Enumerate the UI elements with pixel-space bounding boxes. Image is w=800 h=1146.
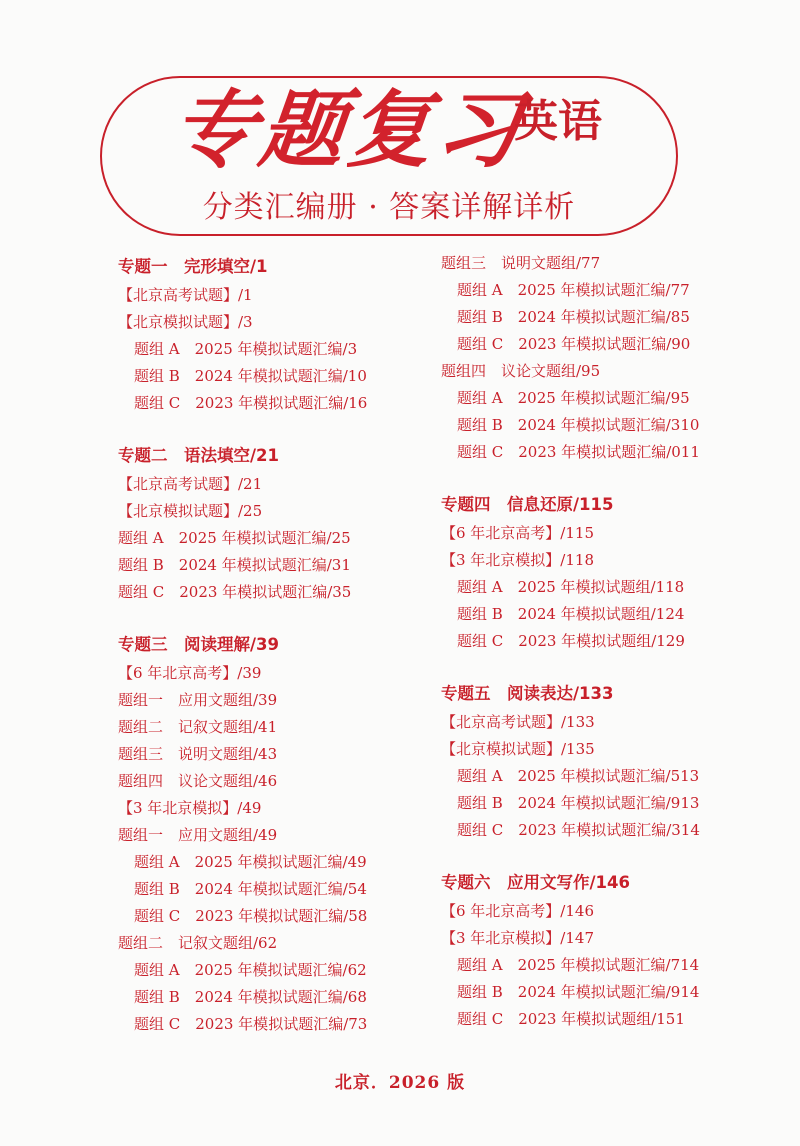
contents-entry: 题组 B 2024 年模拟试题汇编/85 <box>457 308 690 326</box>
contents-entry: 题组一 应用文题组/39 <box>118 691 278 709</box>
contents-entry: 题组 C 2023 年模拟试题汇编/73 <box>134 1015 368 1033</box>
contents-entry: 【北京高考试题】/1 <box>118 286 253 304</box>
subtitle: 分类汇编册 · 答案详解详析 <box>202 190 576 225</box>
contents-column-right <box>441 250 771 1033</box>
contents-entry: 题组 A 2025 年模拟试题汇编/25 <box>118 529 351 547</box>
contents-entry: 题组三 说明文题组/77 <box>441 254 601 272</box>
topic-heading: 专题五 阅读表达/133 <box>441 684 614 703</box>
contents-entry: 【3 年北京模拟】/147 <box>441 929 594 947</box>
contents-entry: 题组四 议论文题组/95 <box>441 362 601 380</box>
contents-entry: 【北京模拟试题】/135 <box>441 740 595 758</box>
contents-entry: 题组二 记叙文题组/41 <box>118 718 278 736</box>
contents-entry: 题组 B 2024 年模拟试题组/124 <box>457 605 685 623</box>
contents-entry: 题组 B 2024 年模拟试题汇编/913 <box>457 794 700 812</box>
contents-entry: 题组 C 2023 年模拟试题汇编/58 <box>134 907 368 925</box>
subject-title: 英语 <box>514 96 602 147</box>
contents-entry: 题组 A 2025 年模拟试题汇编/513 <box>457 767 700 785</box>
contents-entry: 【北京模拟试题】/25 <box>118 502 263 520</box>
contents-entry: 题组 A 2025 年模拟试题组/118 <box>457 578 685 596</box>
contents-entry: 【3 年北京模拟】/118 <box>441 551 594 569</box>
contents-entry: 题组 B 2024 年模拟试题汇编/31 <box>118 556 351 574</box>
contents-entry: 【北京高考试题】/133 <box>441 713 595 731</box>
topic-heading: 专题六 应用文写作/146 <box>441 873 630 892</box>
contents-entry: 题组一 应用文题组/49 <box>118 826 278 844</box>
topic-heading: 专题四 信息还原/115 <box>441 495 614 514</box>
contents-entry: 题组四 议论文题组/46 <box>118 772 278 790</box>
contents-entry: 【3 年北京模拟】/49 <box>118 799 262 817</box>
contents-entry: 题组 C 2023 年模拟试题汇编/90 <box>457 335 691 353</box>
contents-entry: 题组 C 2023 年模拟试题组/151 <box>457 1010 685 1028</box>
contents-entry: 题组二 记叙文题组/62 <box>118 934 278 952</box>
contents-entry: 题组 A 2025 年模拟试题汇编/49 <box>134 853 367 871</box>
contents-entry: 题组 B 2024 年模拟试题汇编/310 <box>457 416 700 434</box>
contents-entry: 题组 C 2023 年模拟试题组/129 <box>457 632 685 650</box>
contents-entry: 【北京高考试题】/21 <box>118 475 263 493</box>
topic-heading: 专题二 语法填空/21 <box>118 446 279 465</box>
contents-entry: 题组 B 2024 年模拟试题汇编/68 <box>134 988 367 1006</box>
topic-heading: 专题一 完形填空/1 <box>118 257 268 276</box>
contents-entry: 题组 C 2023 年模拟试题汇编/16 <box>134 394 368 412</box>
contents-column-left <box>118 250 448 1038</box>
contents-entry: 【6 年北京高考】/115 <box>441 524 594 542</box>
contents-entry: 题组 A 2025 年模拟试题汇编/77 <box>457 281 690 299</box>
contents-entry: 题组 B 2024 年模拟试题汇编/54 <box>134 880 367 898</box>
contents-entry: 题组 A 2025 年模拟试题汇编/3 <box>134 340 358 358</box>
contents-entry: 【6 年北京高考】/39 <box>118 664 262 682</box>
edition-footer: 北京．2026 版 <box>334 1073 466 1093</box>
main-title: 专题复习 <box>166 81 530 179</box>
contents-entry: 题组 B 2024 年模拟试题汇编/914 <box>457 983 700 1001</box>
contents-entry: 题组三 说明文题组/43 <box>118 745 278 763</box>
contents-entry: 题组 C 2023 年模拟试题汇编/314 <box>457 821 700 839</box>
contents-entry: 题组 C 2023 年模拟试题汇编/011 <box>457 443 700 461</box>
contents-entry: 题组 C 2023 年模拟试题汇编/35 <box>118 583 352 601</box>
contents-entry: 题组 B 2024 年模拟试题汇编/10 <box>134 367 367 385</box>
contents-entry: 【北京模拟试题】/3 <box>118 313 253 331</box>
topic-heading: 专题三 阅读理解/39 <box>118 635 279 654</box>
contents-entry: 题组 A 2025 年模拟试题汇编/62 <box>134 961 367 979</box>
contents-entry: 【6 年北京高考】/146 <box>441 902 594 920</box>
contents-entry: 题组 A 2025 年模拟试题汇编/714 <box>457 956 700 974</box>
contents-entry: 题组 A 2025 年模拟试题汇编/95 <box>457 389 690 407</box>
